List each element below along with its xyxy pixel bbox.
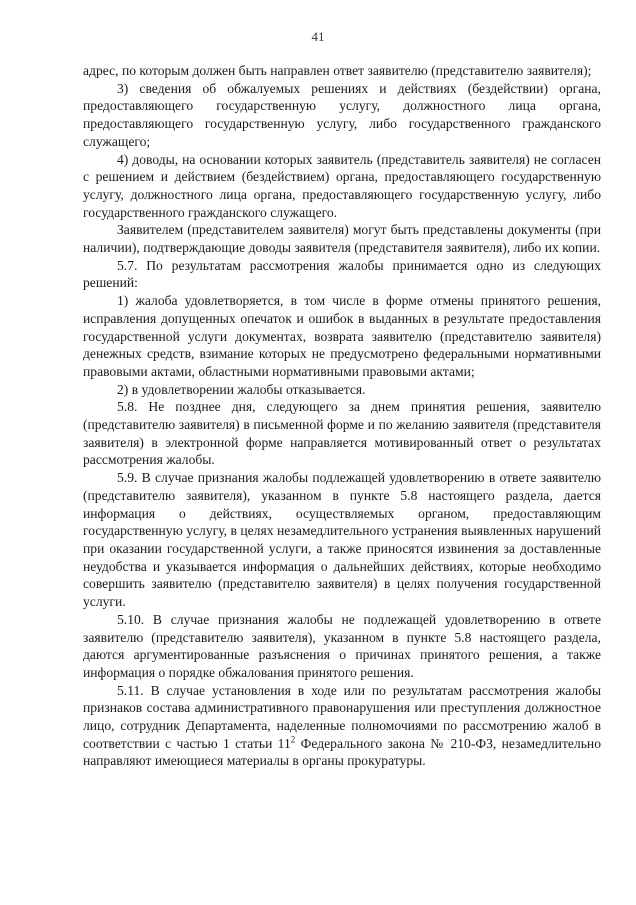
paragraph-5-7: 5.7. По результатам рассмотрения жалобы принимается одно из следующих решений: [83, 257, 601, 291]
paragraph-continuation: адрес, по которым должен быть направлен ответ заявителю (представителю заявителя); [83, 63, 592, 78]
superscript-marker: 2 [290, 734, 296, 745]
paragraph-5-9: 5.9. В случае признания жалобы подлежащей удовлетворению в ответе заявителю (представителю заявителя), указанном в пункте 5.8 настоящего раздела, дается информация о действиях, осуществляемых органом, предоставляющим государственную услугу, в целях незамедлительного устранения выявленных нарушений при оказании государственной услуги, а также приносятся извинения за доставленные неудобства и указывается информация о дальнейших действиях, которые необходимо совершить заявителю (представителю заявителя) в целях получения государственной услуги. [83, 470, 601, 610]
paragraph-5-11 [83, 682, 601, 771]
paragraph-5-10: 5.10. В случае признания жалобы не подлежащей удовлетворению в ответе заявителю (представителю заявителя), указанном в пункте 5.8 настоящего раздела, даются аргументированные разъяснения о причинах принятого решения, а также информация о порядке обжалования принятого решения. [83, 611, 601, 680]
paragraph-decision-2: 2) в удовлетворении жалобы отказывается. [117, 381, 366, 397]
paragraph-5-11-text-end: Федерального закона № 210-ФЗ, незамедлительно направляют имеющиеся материалы в органы прокуратуры. [83, 735, 601, 769]
paragraph-decision-1: 1) жалоба удовлетворяется, в том числе в форме отмены принятого решения, исправления допущенных опечаток и ошибок в выданных в результате предоставления государственной услуги документах, возврата заявителю (представителю заявителя) денежных средств, взимание которых не предусмотрено федеральными нормативными правовыми актами, областными нормативными правовыми актами; [83, 293, 601, 379]
document-body [83, 62, 601, 770]
paragraph-documents: Заявителем (представителем заявителя) могут быть представлены документы (при наличии), подтверждающие доводы заявителя (представителя заявителя), либо их копии. [83, 222, 601, 256]
paragraph-5-11-text: 5.11. В случае установления в ходе или по результатам рассмотрения жалобы признаков состава административного правонарушения или преступления должностное лицо, сотрудник Департамента, наделенные полномочиями по рассмотрению жалоб в соответствии с частью 1 статьи 11 [83, 682, 601, 751]
paragraph-5-8: 5.8. Не позднее дня, следующего за днем принятия решения, заявителю (представителю заявителя) в письменной форме и по желанию заявителя (представителя заявителя) в электронной форме направляется мотивированный ответ о результатах рассмотрения жалобы. [83, 399, 601, 468]
page-number: 41 [311, 29, 325, 44]
paragraph-item-3: 3) сведения об обжалуемых решениях и действиях (бездействии) органа, предоставляющего государственную услугу, должностного лица органа, предоставляющего государственную услугу, либо государственного гражданского служащего; [83, 80, 601, 149]
paragraph-item-4: 4) доводы, на основании которых заявитель (представитель заявителя) не согласен с решением и действием (бездействием) органа, предоставляющего государственную услугу, должностного лица органа, предоставляющего государственную услугу, либо государственного гражданского служащего. [83, 151, 601, 220]
